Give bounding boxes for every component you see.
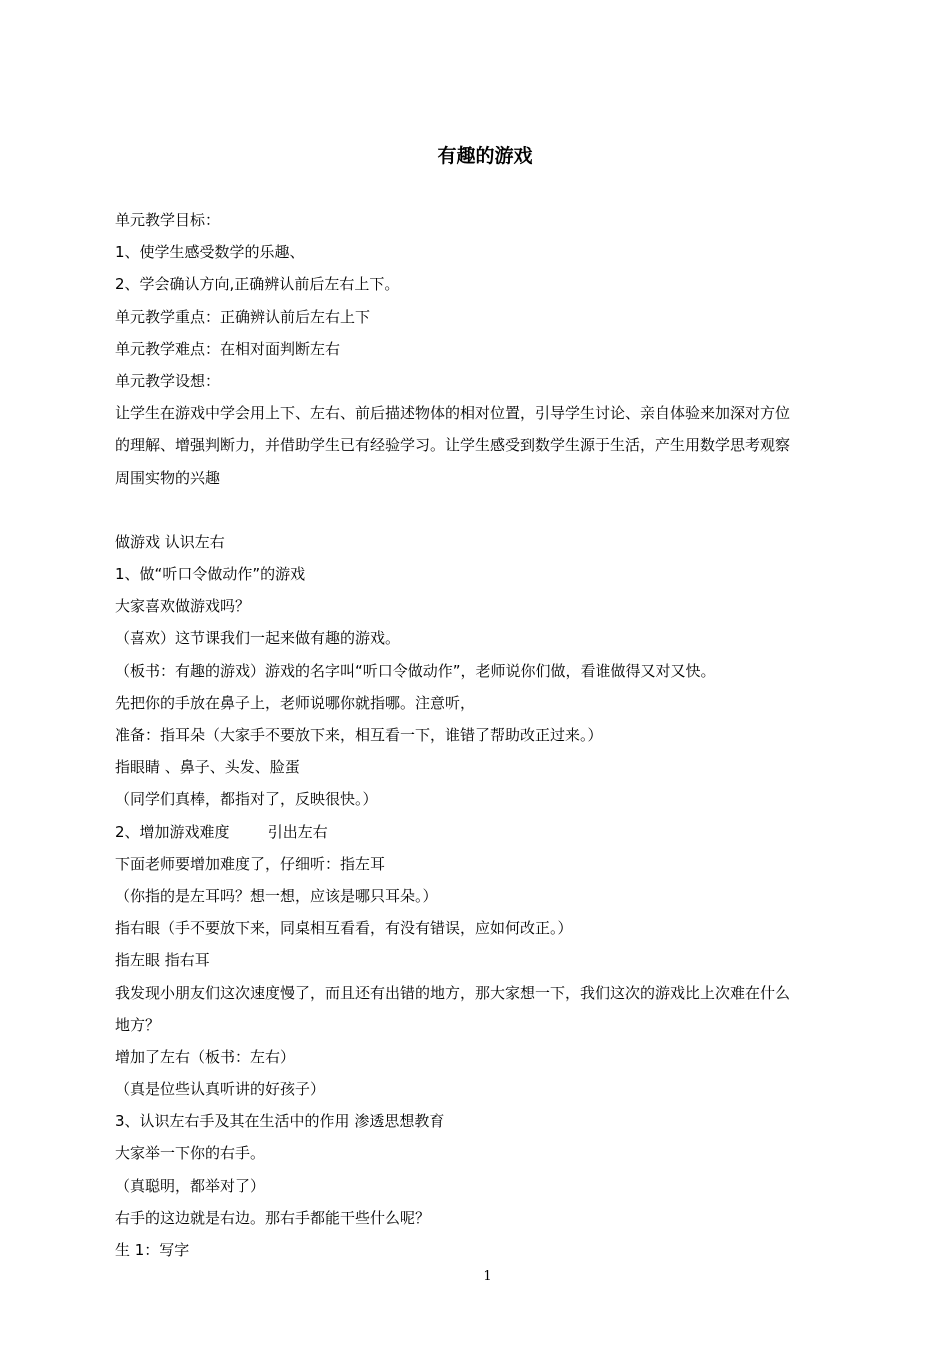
text-line: 单元教学目标：: [115, 211, 221, 229]
text-line: 地方？: [115, 1015, 161, 1034]
text-line: 让学生在游戏中学会用上下、左右、前后描述物体的相对位置，引导学生讨论、亲自体验来加深对方位: [115, 404, 791, 423]
text-line: 单元教学设想：: [115, 371, 221, 390]
text-line: 我发现小朋友们这次速度慢了，而且还有出错的地方，那大家想一下，我们这次的游戏比上次难在什么: [115, 983, 791, 1002]
text-line: 生 1：写字: [115, 1241, 190, 1259]
text-line: 3、认识左右手及其在生活中的作用 渗透思想教育: [115, 1112, 445, 1131]
text-line: 准备：指耳朵（大家手不要放下来，相互看一下，谁错了帮助改正过来。）: [115, 726, 603, 744]
text-line: 指眼睛 、鼻子、头发、脸蛋: [115, 758, 300, 777]
text-line: 1、使学生感受数学的乐趣、: [115, 243, 305, 262]
text-line: 下面老师要增加难度了，仔细听：指左耳: [115, 854, 386, 873]
blank-line: [115, 494, 867, 526]
text-line: （同学们真棒，都指对了，反映很快。）: [115, 790, 378, 809]
text-line: 右手的这边就是右边。那右手都能干些什么呢？: [115, 1208, 431, 1227]
document-body: [115, 204, 867, 1266]
text-line: （真聪明，都举对了）: [115, 1176, 266, 1195]
text-line: 做游戏 认识左右: [115, 532, 225, 551]
text-line: 指右眼（手不要放下来，同桌相互看看，有没有错误，应如何改正。）: [115, 919, 573, 938]
page-number: 1: [483, 1269, 492, 1284]
text-line: 先把你的手放在鼻子上，老师说哪你就指哪。注意听，: [115, 693, 476, 712]
text-line: （真是位些认真听讲的好孩子）: [115, 1080, 326, 1099]
text-line: 1、做“听口令做动作”的游戏: [115, 565, 306, 584]
text-line: 单元教学重点：正确辨认前后左右上下: [115, 307, 371, 326]
text-line: 指左眼 指右耳: [115, 951, 210, 970]
text-line: （板书：有趣的游戏）游戏的名字叫“听口令做动作”，老师说你们做，看谁做得又对又快。: [115, 661, 716, 680]
text-line: 的理解、增强判断力，并借助学生已有经验学习。让学生感受到数学生源于生活，产生用数学思考观察: [115, 436, 791, 455]
text-line: （你指的是左耳吗？想一想，应该是哪只耳朵。）: [115, 886, 438, 905]
text-line: 大家举一下你的右手。: [115, 1144, 266, 1163]
text-line: （喜欢）这节课我们一起来做有趣的游戏。: [115, 629, 401, 648]
document-title: 有趣的游戏: [437, 145, 533, 167]
text-line: 大家喜欢做游戏吗？: [115, 597, 251, 616]
text-line: 增加了左右（板书：左右）: [115, 1047, 296, 1066]
text-line: 单元教学难点：在相对面判断左右: [115, 339, 341, 358]
text-line: 周围实物的兴趣: [115, 468, 221, 487]
text-line: 2、学会确认方向,正确辨认前后左右上下。: [115, 275, 400, 294]
text-line: 2、增加游戏难度 引出左右: [115, 822, 328, 841]
